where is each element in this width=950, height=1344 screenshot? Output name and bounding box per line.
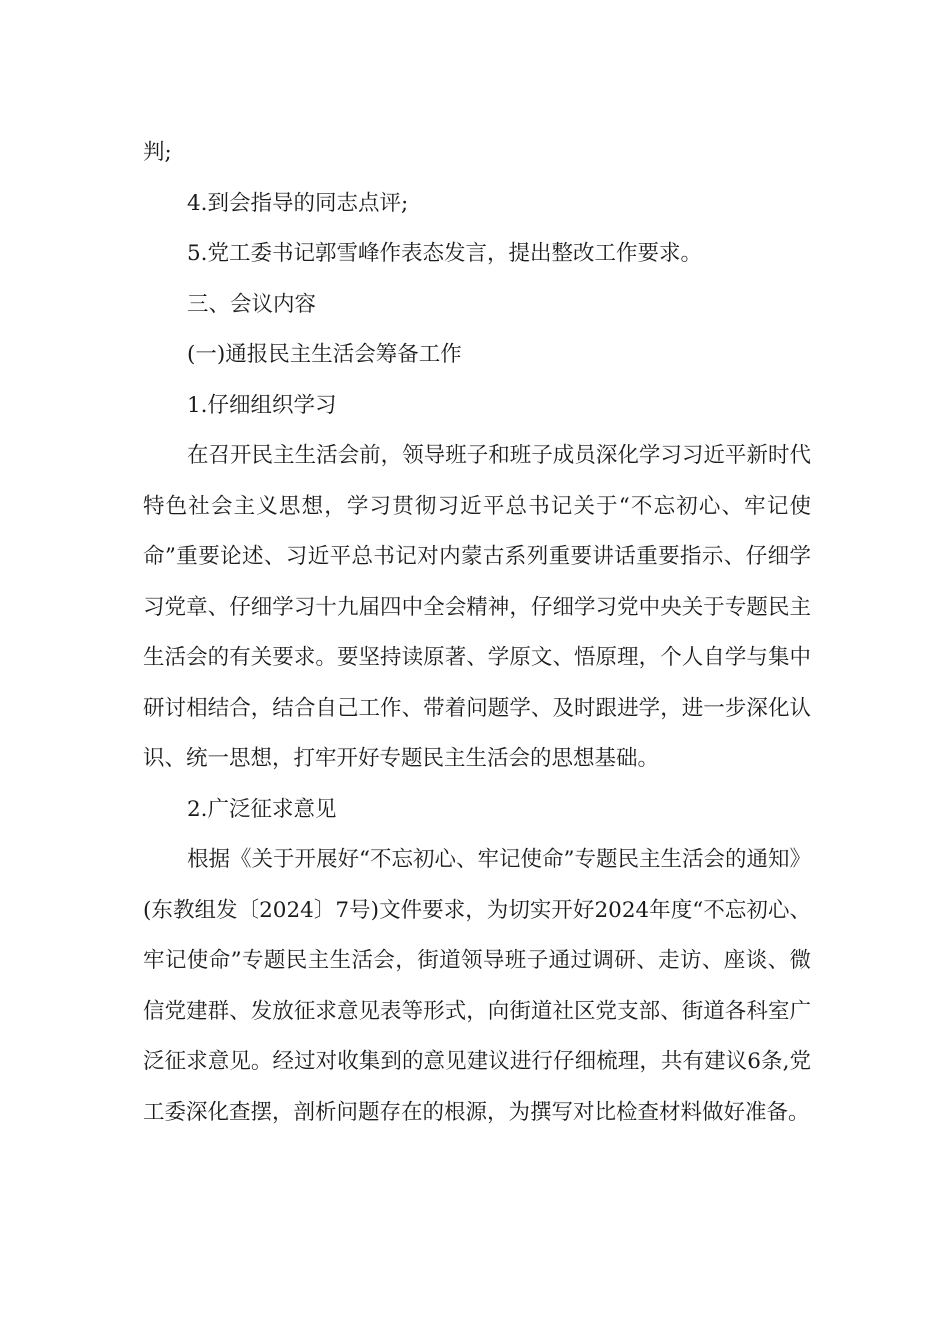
body-paragraph-opinions: 根据《关于开展好“不忘初心、牢记使命”专题民主生活会的通知》(东教组发〔2024〕7号)文件要求，为切实开好2024年度“不忘初心、牢记使命”专题民主生活会，街道领导班子通过调研、走访、座谈、微信党建群、发放征求意见表等形式，向街道社区党支部、街道各科室广泛征求意见。经过对收集到的意见建议进行仔细梳理，共有建议6条,党工委深化查摆，剖析问题存在的根源，为撰写对比检查材料做好准备。 — [143, 847, 811, 1125]
item-heading-2: 2.广泛征求意见 — [187, 796, 337, 822]
subsection-heading-1: (一)通报民主生活会筹备工作 — [187, 342, 462, 367]
body-paragraph-study: 在召开民主生活会前，领导班子和班子成员深化学习习近平新时代特色社会主义思想，学习贯彻习近平总书记关于“不忘初心、牢记使命”重要论述、习近平总书记对内蒙古系列重要讲话重要指示、仔细学习党章、仔细学习十九届四中全会精神，仔细学习党中央关于专题民主生活会的有关要求。要坚持读原著、学原文、悟原理，个人自学与集中研讨相结合，结合自己工作、带着问题学、及时跟进学，进一步深化认识、统一思想，打牢开好专题民主生活会的思想基础。 — [143, 443, 811, 771]
document-body — [143, 128, 811, 1138]
section-heading-3: 三、会议内容 — [187, 291, 317, 317]
item-heading-1: 1.仔细组织学习 — [187, 392, 337, 418]
paragraph-item-5: 5.党工委书记郭雪峰作表态发言，提出整改工作要求。 — [187, 241, 703, 266]
paragraph-continuation: 判; — [143, 140, 172, 165]
paragraph-item-4: 4.到会指导的同志点评; — [187, 190, 409, 216]
